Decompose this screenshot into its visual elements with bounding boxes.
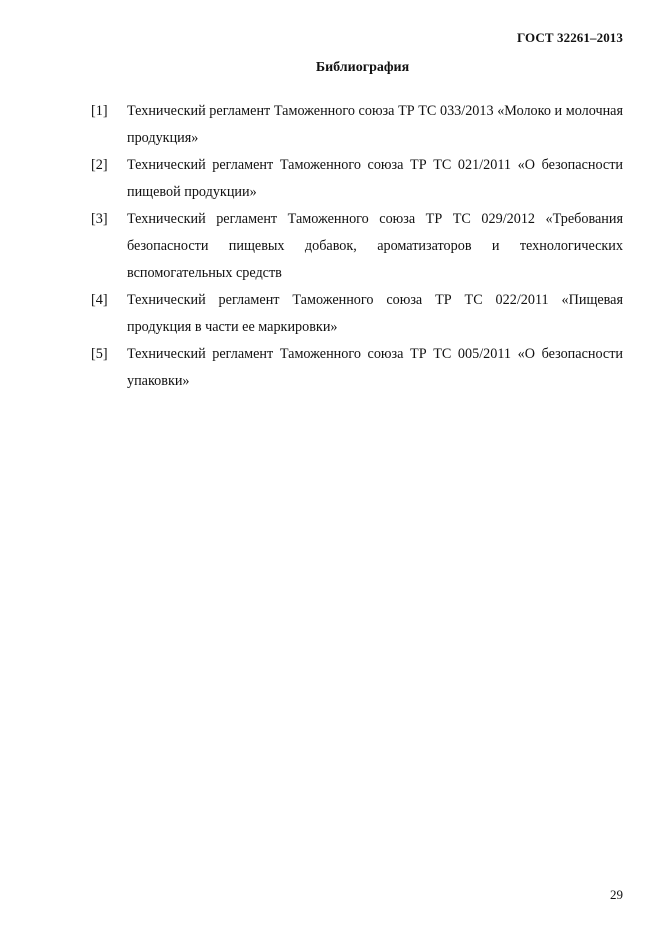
bibliography-entry xyxy=(91,341,623,395)
bibliography-entry xyxy=(91,206,623,287)
entry-text: Технический регламент Таможенного союза ТР ТС 005/2011 «О безопасности упаковки» xyxy=(127,346,623,389)
page-title: Библиография xyxy=(315,60,410,75)
page-number: 29 xyxy=(610,887,623,902)
bibliography-entry xyxy=(91,287,623,341)
entry-text: Технический регламент Таможенного союза ТР ТС 033/2013 «Молоко и молочная продукция» xyxy=(127,103,623,146)
entry-number: [1] xyxy=(91,103,108,119)
document-code: ГОСТ 32261–2013 xyxy=(516,30,623,45)
entry-text: Технический регламент Таможенного союза ТР ТС 022/2011 «Пищевая продукция в части ее маркировки» xyxy=(127,292,623,335)
entry-number: [4] xyxy=(91,292,108,308)
bibliography-list xyxy=(91,98,623,395)
bibliography-entry xyxy=(91,98,623,152)
entry-text: Технический регламент Таможенного союза ТР ТС 029/2012 «Требования безопасности пищевых добавок, ароматизаторов и технологических вспомогательных средств xyxy=(127,211,623,281)
entry-number: [2] xyxy=(91,157,108,173)
entry-number: [5] xyxy=(91,346,108,362)
entry-text: Технический регламент Таможенного союза ТР ТС 021/2011 «О безопасности пищевой продукции» xyxy=(127,157,623,200)
entry-number: [3] xyxy=(91,211,108,227)
bibliography-entry xyxy=(91,152,623,206)
